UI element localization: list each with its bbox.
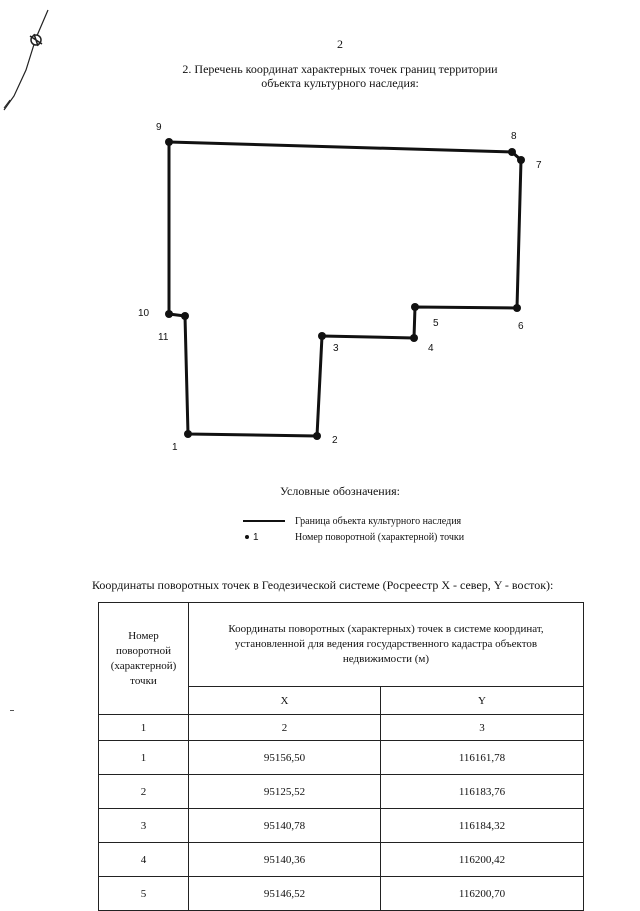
table-row <box>99 877 584 911</box>
column-number: 2 <box>189 715 381 741</box>
point-label-5: 5 <box>433 318 439 329</box>
legend-boundary-row <box>243 514 461 528</box>
table-row <box>99 775 584 809</box>
cell-y: 116183,76 <box>381 775 584 809</box>
header-point-line: поворотной <box>116 644 171 657</box>
table-caption: Координаты поворотных точек в Геодезической системе (Росреестр X - север, Y - восток): <box>92 578 554 592</box>
boundary-point-1 <box>184 430 192 438</box>
point-label-8: 8 <box>511 131 517 142</box>
point-label-4: 4 <box>428 343 434 354</box>
cell-point: 4 <box>99 843 189 877</box>
boundary-point-11 <box>181 312 189 320</box>
header-point-line: точки <box>130 674 157 687</box>
boundary-point-3 <box>318 332 326 340</box>
header-coordinates <box>189 603 584 687</box>
boundary-point-4 <box>410 334 418 342</box>
table-row <box>99 741 584 775</box>
point-label-1: 1 <box>172 442 178 453</box>
boundary-point-8 <box>508 148 516 156</box>
column-number: 1 <box>99 715 189 741</box>
point-label-10: 10 <box>138 308 150 319</box>
boundary-point-2 <box>313 432 321 440</box>
point-label-7: 7 <box>536 160 542 171</box>
page-title-line-1: 2. Перечень координат характерных точек границ территории <box>182 62 498 76</box>
header-point-line: (характерной) <box>110 659 177 672</box>
cell-x: 95125,52 <box>189 775 381 809</box>
cell-point: 2 <box>99 775 189 809</box>
cell-y: 116184,32 <box>381 809 584 843</box>
header-point-line: Номер <box>128 629 159 642</box>
boundary-point-5 <box>411 303 419 311</box>
cell-point: 1 <box>99 741 189 775</box>
point-label-11: 11 <box>158 332 169 343</box>
table-header-row <box>99 603 584 687</box>
boundary-point-9 <box>165 138 173 146</box>
table-column-number-row <box>99 715 584 741</box>
point-label-3: 3 <box>333 343 339 354</box>
cell-x: 95156,50 <box>189 741 381 775</box>
coordinates-table <box>98 602 584 911</box>
header-point-number <box>99 603 189 715</box>
legend-line-swatch <box>243 520 285 522</box>
point-label-6: 6 <box>518 321 524 332</box>
page-title-line-2: объекта культурного наследия: <box>261 76 419 90</box>
cell-x: 95140,78 <box>189 809 381 843</box>
legend-point-label: Номер поворотной (характерной) точки <box>295 531 465 543</box>
table-row <box>99 843 584 877</box>
header-coords-line: Координаты поворотных (характерных) точек в системе координат, <box>228 623 544 635</box>
legend-dot-icon <box>245 535 249 539</box>
cell-point: 3 <box>99 809 189 843</box>
cell-x: 95146,52 <box>189 877 381 911</box>
cell-point: 5 <box>99 877 189 911</box>
header-y: Y <box>381 687 584 715</box>
boundary-point-6 <box>513 304 521 312</box>
column-number: 3 <box>381 715 584 741</box>
point-label-9: 9 <box>156 122 162 133</box>
cell-y: 116161,78 <box>381 741 584 775</box>
header-coords-line: недвижимости (м) <box>342 653 430 665</box>
table-row <box>99 809 584 843</box>
header-coords-line: установленной для ведения государственного кадастра объектов <box>234 638 538 650</box>
margin-mark <box>10 710 14 711</box>
cell-y: 116200,42 <box>381 843 584 877</box>
point-label-2: 2 <box>332 435 338 446</box>
boundary-line <box>169 142 521 436</box>
legend-point-row <box>243 530 464 544</box>
legend-point-sample: 1 <box>253 531 259 543</box>
cell-x: 95140,36 <box>189 843 381 877</box>
legend-boundary-label: Граница объекта культурного наследия <box>295 515 462 527</box>
boundary-point-10 <box>165 310 173 318</box>
header-x: X <box>189 687 381 715</box>
legend-dot-swatch <box>243 532 285 543</box>
cell-y: 116200,70 <box>381 877 584 911</box>
page-number: 2 <box>337 37 343 51</box>
legend-title: Условные обозначения: <box>279 484 401 498</box>
boundary-point-7 <box>517 156 525 164</box>
